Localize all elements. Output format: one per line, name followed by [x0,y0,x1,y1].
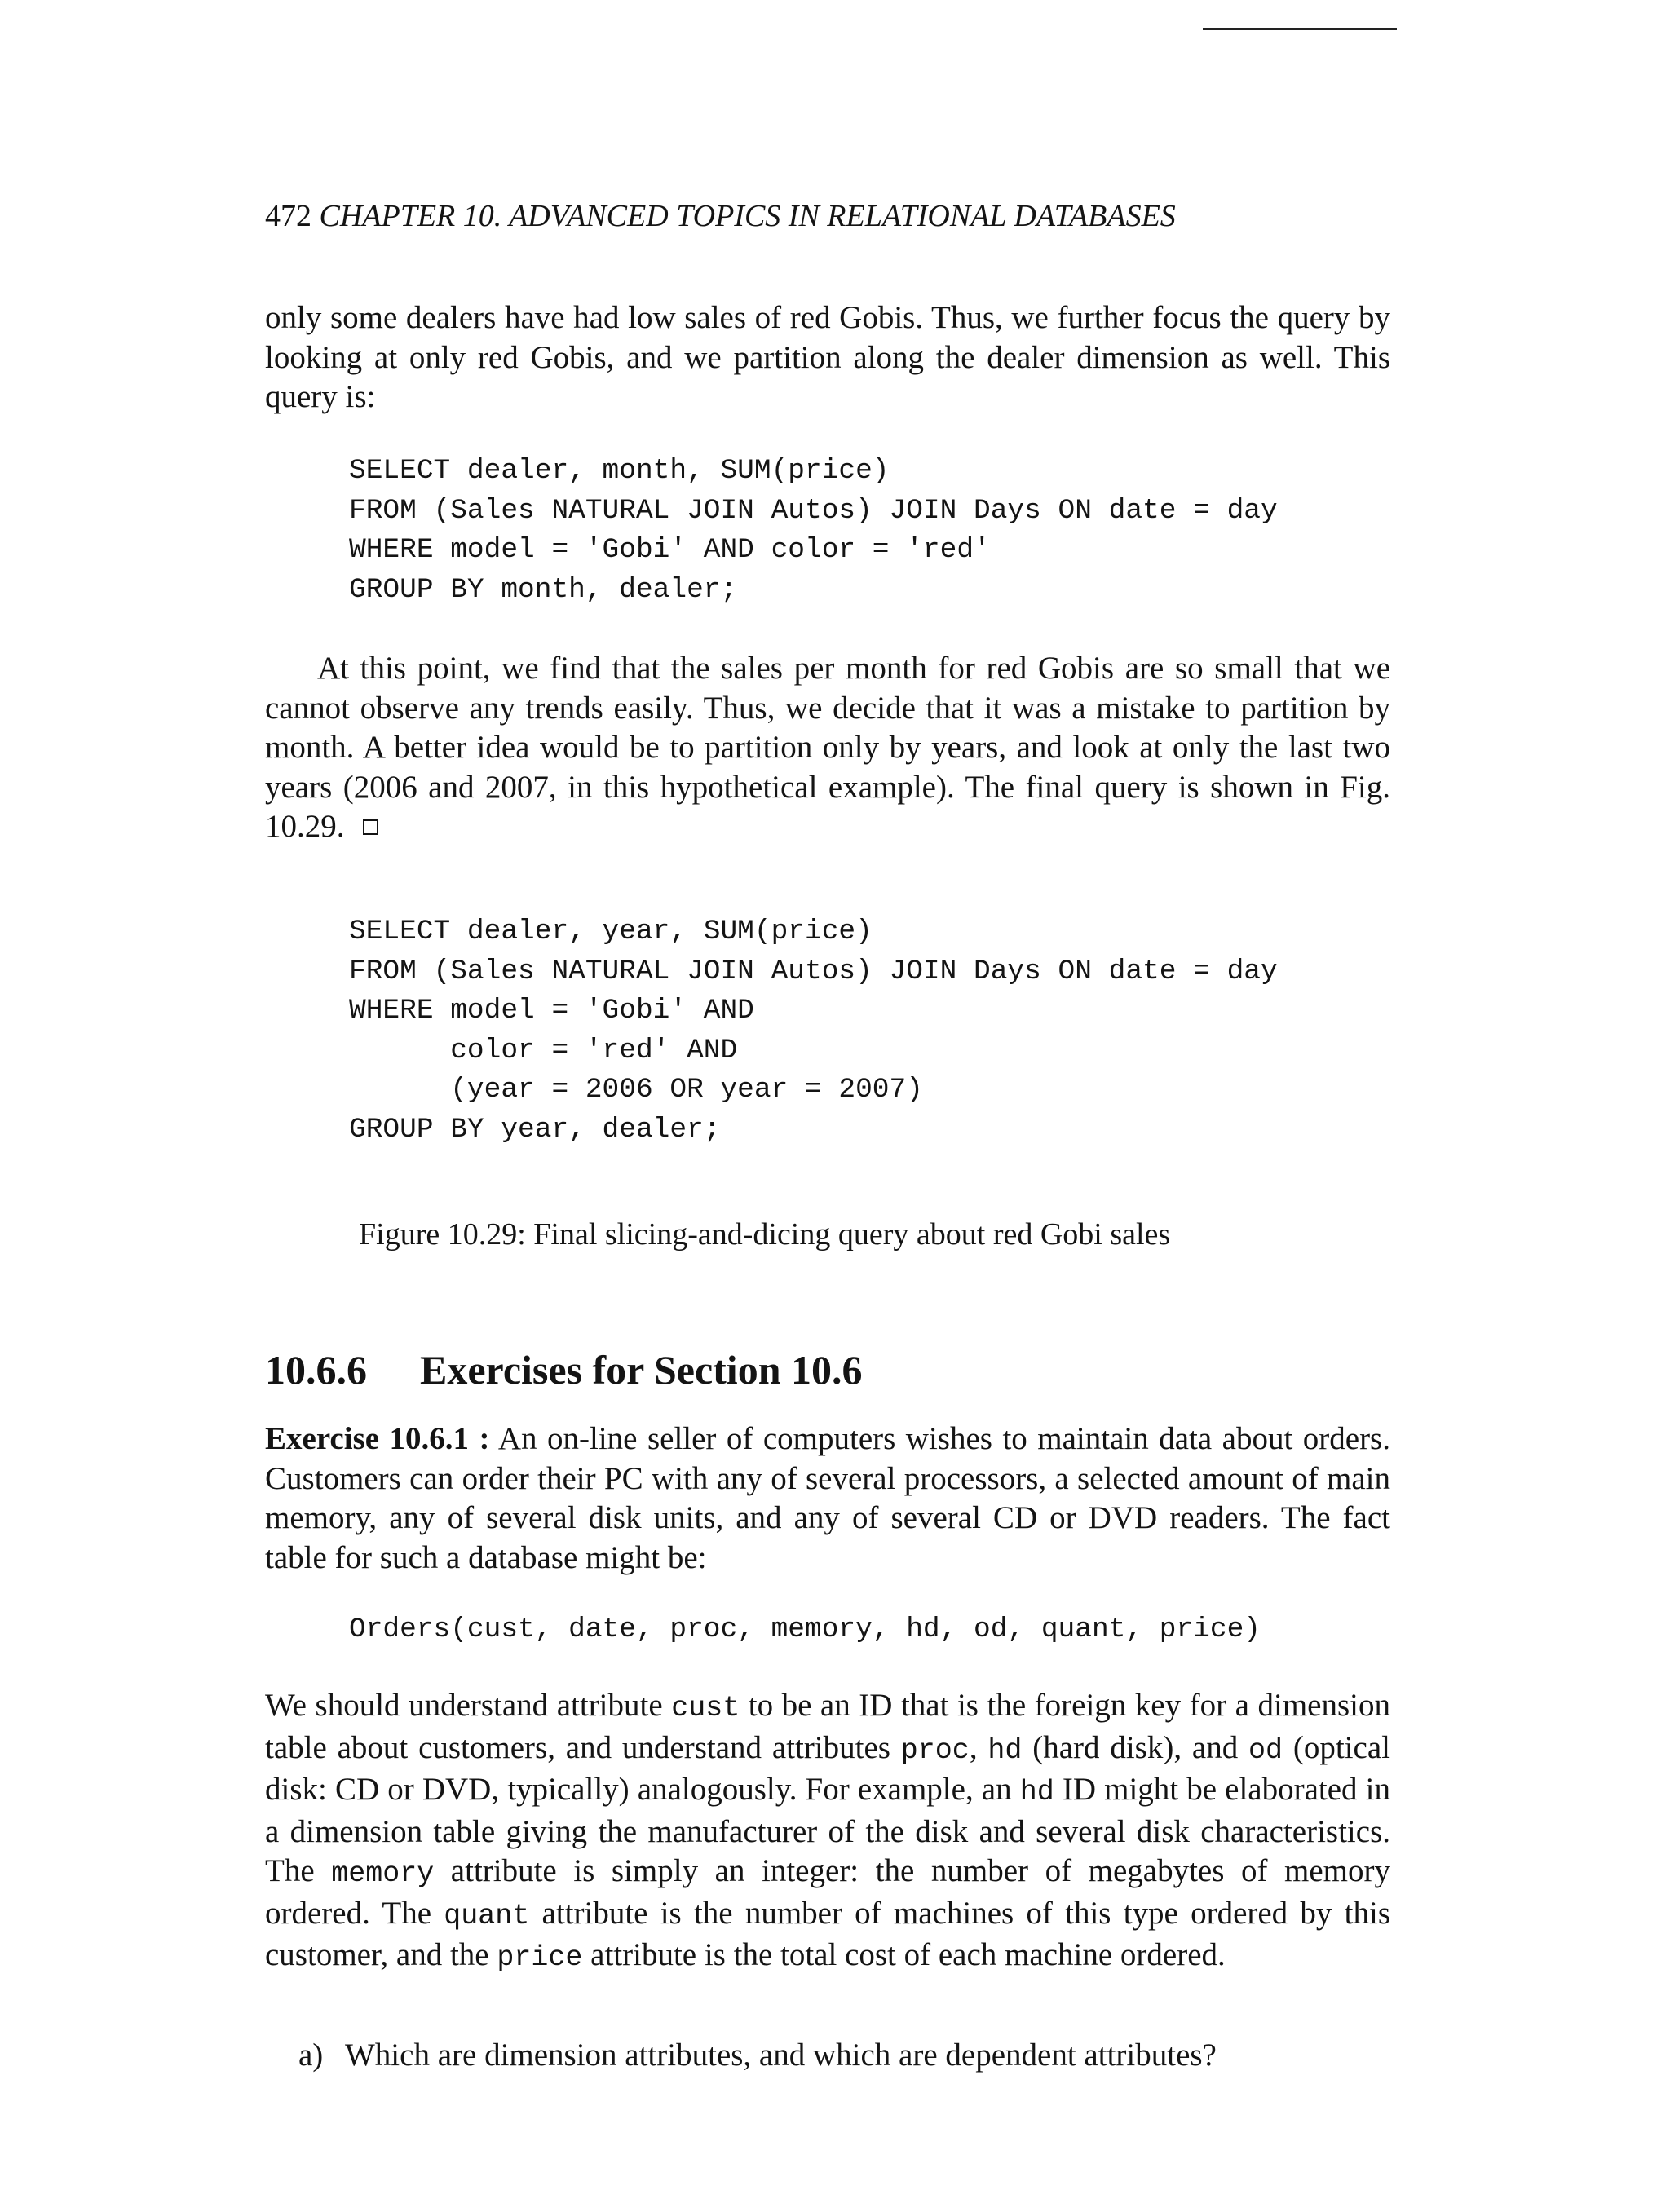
attr-memory: memory [331,1857,435,1890]
explanation-text: (optical disk: CD or DVD, typically) analogously. For example, an [265,1729,1390,1807]
after-query-paragraph [265,649,1390,847]
attr-quant: quant [444,1899,530,1932]
explanation-text: (hard disk), and [1022,1729,1249,1765]
section-heading [265,1347,863,1393]
figure-caption: Figure 10.29: Final slicing-and-dicing query about red Gobi sales [359,1217,1171,1252]
exercise-paragraph [265,1419,1390,1578]
attr-hd: hd [987,1733,1023,1767]
explanation-text: ID might be elaborated in a dimension table giving the manufacturer of the disk and several disk characteristics. The [265,1772,1391,1888]
orders-schema-code: Orders(cust, date, proc, memory, hd, od, quant, price) [349,1614,1261,1645]
running-head [265,201,1407,232]
end-of-example-icon [363,819,378,835]
explanation-text: , [969,1729,988,1765]
page-number: 472 [265,199,311,233]
explanation-paragraph [265,1686,1390,1978]
attr-proc: proc [900,1733,970,1767]
intro-paragraph: only some dealers have had low sales of red Gobis. Thus, we further focus the query by looking at only red Gobis, and we partition along the dealer dimension as well. This query is: [265,300,1390,414]
explanation-text: attribute is the total cost of each machine ordered. [582,1937,1226,1972]
list-item [298,2036,1217,2076]
explanation-text: to be an ID that is the foreign key for a dimension table about customers, and understand attributes [265,1688,1390,1765]
section-number: 10.6.6 [265,1347,367,1393]
after-query-text: At this point, we find that the sales per month for red Gobis are so small that we cannot observe any trends easily. Thus, we decide that it was a mistake to partition by month. A better idea would be to partition only by years, and look at only the last two years (2006 and 2007, in this hypothetical example). The final query is shown in Fig. 10.29. [265,651,1390,844]
attr-cust: cust [671,1692,740,1724]
year-query-code: SELECT dealer, year, SUM(price) FROM (Sales NATURAL JOIN Autos) JOIN Days ON date = day WHERE model = 'Gobi' AND color = 'red' AND (year = 2006 OR year = 2007) GROUP BY year, dealer; [349,916,1278,1146]
top-rule [1203,28,1397,30]
explanation-text: attribute is the number of machines of this type ordered by this customer, and the [265,1895,1390,1972]
explanation-text: attribute is simply an integer: the number of megabytes of memory ordered. The [265,1853,1390,1931]
chapter-title: CHAPTER 10. ADVANCED TOPICS IN RELATIONAL DATABASES [319,199,1176,233]
list-marker: a) [298,2038,324,2073]
exercise-label: Exercise 10.6.1 : [265,1421,490,1456]
list-item-text: Which are dimension attributes, and which are dependent attributes? [345,2038,1217,2073]
attr-price: price [497,1941,583,1974]
attr-hd: hd [1019,1776,1054,1808]
section-title: Exercises for Section 10.6 [420,1347,863,1393]
explanation-text: We should understand attribute [265,1688,672,1723]
exercise-text: An on-line seller of computers wishes to maintain data about orders. Customers can order their PC with any of several processors, a selected amount of main memory, any of several disk units, and any of several CD or DVD readers. The fact table for such a database might be: [265,1421,1390,1575]
month-query-code: SELECT dealer, month, SUM(price) FROM (Sales NATURAL JOIN Autos) JOIN Days ON date = day WHERE model = 'Gobi' AND color = 'red' GROUP BY month, dealer; [349,455,1278,606]
attr-od: od [1248,1733,1283,1767]
